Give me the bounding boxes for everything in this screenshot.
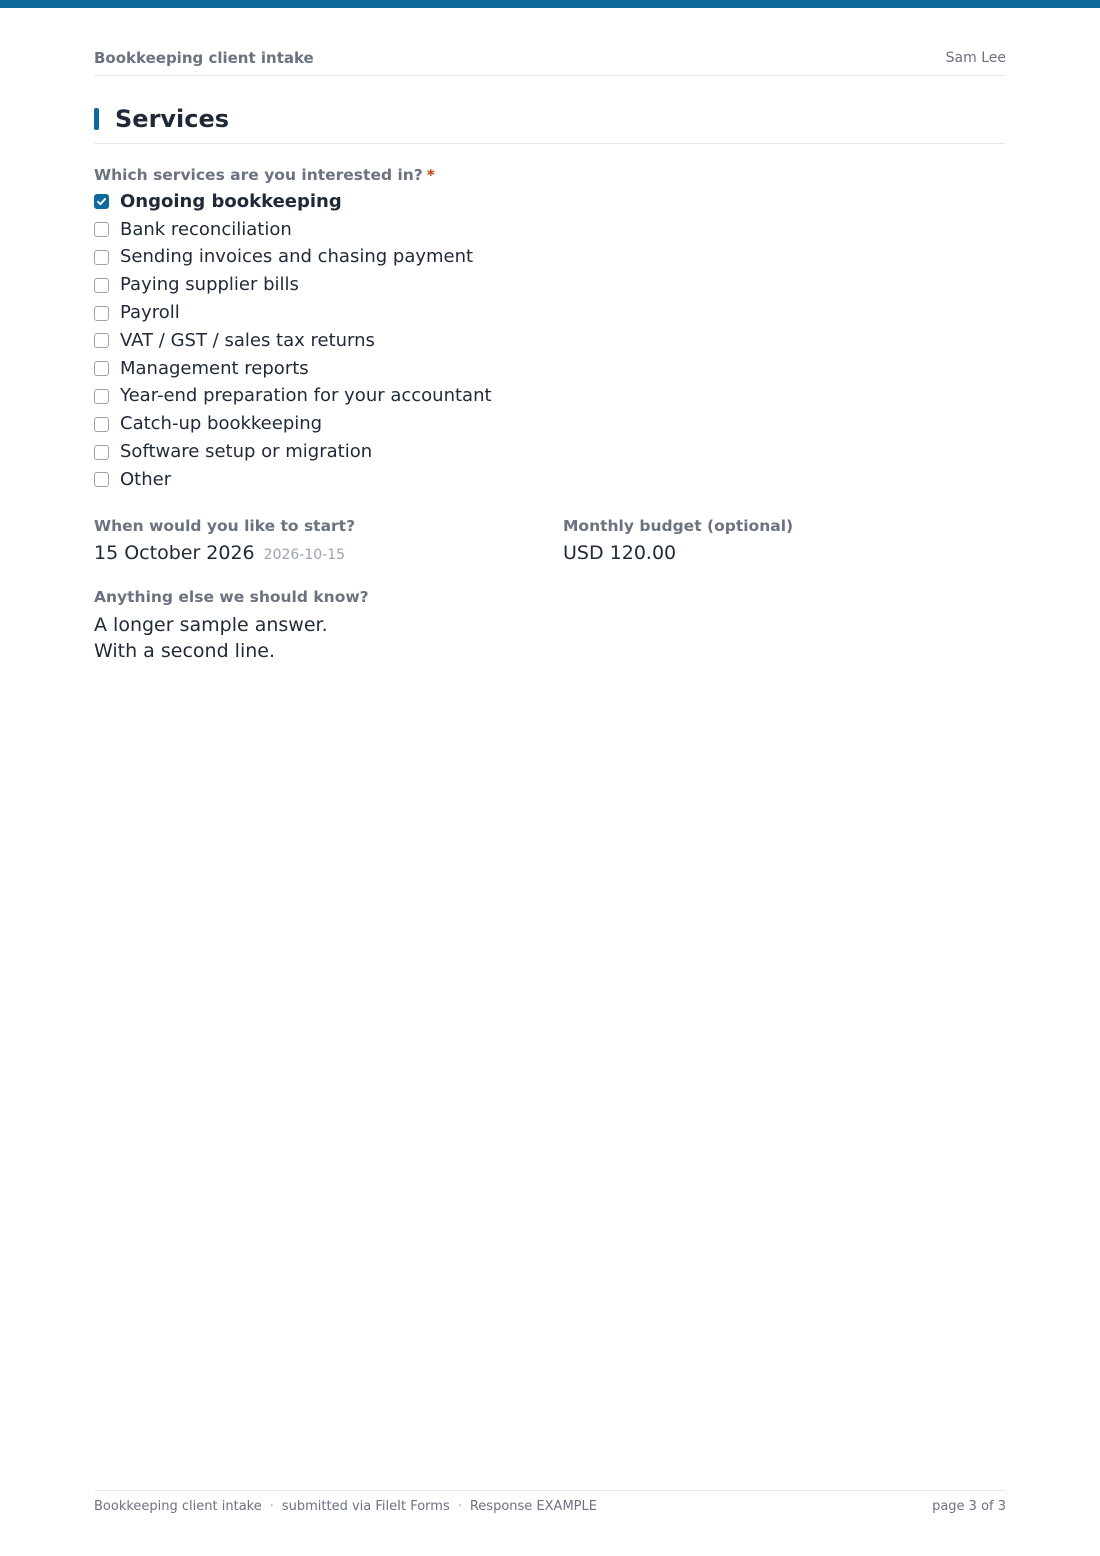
page-header [94, 48, 1006, 76]
budget-question-label: Monthly budget (optional) [563, 517, 794, 535]
service-option [94, 244, 794, 272]
service-option [94, 188, 794, 216]
checkbox-unchecked-icon [94, 250, 109, 265]
service-option [94, 383, 794, 411]
services-options-list [94, 188, 794, 494]
service-option-label: Management reports [120, 357, 309, 379]
page-number: page 3 of 3 [932, 1499, 1006, 1514]
budget-answer: USD 120.00 [563, 542, 677, 564]
service-option-label: Software setup or migration [120, 441, 373, 463]
service-option [94, 216, 794, 244]
service-option-label: Ongoing bookkeeping [120, 190, 342, 212]
service-option-label: Bank reconciliation [120, 218, 292, 240]
services-question-text: Which services are you interested in? [94, 166, 423, 184]
start-date-iso: 2026-10-15 [263, 547, 346, 563]
service-option-label: Paying supplier bills [120, 274, 299, 296]
checkbox-unchecked-icon [94, 445, 109, 460]
checkbox-unchecked-icon [94, 417, 109, 432]
service-option [94, 355, 794, 383]
notes-question-label: Anything else we should know? [94, 588, 369, 606]
service-option-label: Other [120, 468, 172, 490]
checkbox-checked-icon [94, 194, 109, 209]
service-option [94, 410, 794, 438]
respondent-name: Sam Lee [945, 50, 1006, 66]
form-title: Bookkeeping client intake [94, 49, 314, 67]
checkbox-unchecked-icon [94, 333, 109, 348]
top-accent-bar [0, 0, 1100, 8]
footer-info [94, 1498, 597, 1516]
service-option [94, 327, 794, 355]
start-date-answer [94, 540, 345, 568]
page-footer [94, 1490, 1006, 1520]
service-option [94, 466, 794, 494]
service-option-label: Sending invoices and chasing payment [120, 246, 474, 268]
service-option-label: Payroll [120, 302, 180, 324]
notes-answer: A longer sample answer. With a second line. [94, 614, 328, 662]
service-option [94, 299, 794, 327]
checkbox-unchecked-icon [94, 278, 109, 293]
checkbox-unchecked-icon [94, 389, 109, 404]
footer-form-title: Bookkeeping client intake [94, 1499, 262, 1514]
footer-separator: · [269, 1499, 274, 1514]
service-option [94, 438, 794, 466]
services-question-label [94, 165, 435, 185]
footer-separator: · [457, 1499, 462, 1514]
section-header [94, 104, 1006, 144]
service-option-label: VAT / GST / sales tax returns [120, 329, 375, 351]
service-option-label: Catch-up bookkeeping [120, 413, 323, 435]
start-date-value: 15 October 2026 [94, 542, 255, 564]
checkbox-unchecked-icon [94, 472, 109, 487]
required-marker: * [426, 166, 435, 184]
checkbox-unchecked-icon [94, 361, 109, 376]
checkbox-unchecked-icon [94, 222, 109, 237]
service-option [94, 271, 794, 299]
start-question-label: When would you like to start? [94, 517, 356, 535]
checkbox-unchecked-icon [94, 306, 109, 321]
section-accent-bar [94, 108, 99, 130]
footer-submitted-via: submitted via FileIt Forms [281, 1499, 450, 1514]
service-option-label: Year-end preparation for your accountant [120, 385, 492, 407]
section-title: Services [115, 105, 230, 133]
footer-response-id: Response EXAMPLE [469, 1499, 597, 1514]
